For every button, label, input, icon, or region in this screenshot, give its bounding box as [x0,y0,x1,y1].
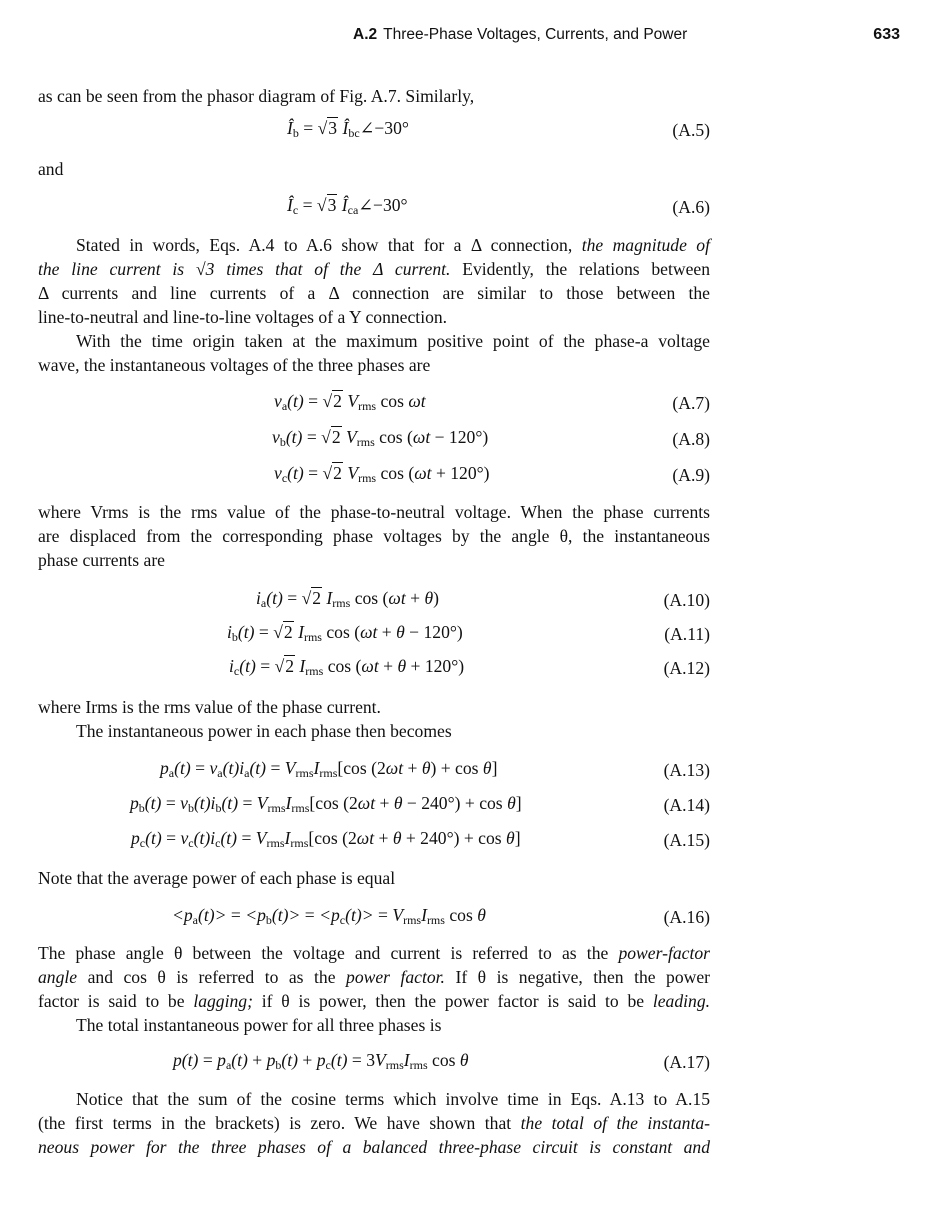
emphasis-text: power-factor [618,943,710,963]
equation-a6: $Î_c = √3$ $Î_{ca}\angle-30^\circ$ [287,195,408,217]
paragraph-line: wave, the instantaneous voltages of the three phases are [38,355,431,375]
emphasis-text: the line current is √3 times that of the Δ current. [38,259,451,279]
equation-a13: $p_a(t) = v_a(t)i_a(t) = V_{rms}I_{rms}[\cos$ (2ωt + θ) + cos θ] [160,758,498,780]
equation-a15: $p_c(t) = v_c(t)i_c(t) = V_{rms}I_{rms}[\cos$ (2ωt + θ + 240°) + cos θ] [131,828,521,850]
paragraph-line: Note that the average power of each phase is equal [38,868,396,888]
paragraph-line [38,1111,710,1135]
paragraph-line: With the time origin taken at the maximum positive point of the phase-a voltage [76,331,710,351]
equation-a7: $v_a(t) = √2$ $V_{rms}$ cos ωt [274,391,426,413]
section-heading [353,26,687,44]
page-number: 633 [873,26,900,43]
paragraph-line: The instantaneous power in each phase then becomes [76,721,452,741]
equation-a14: $p_b(t) = v_b(t)i_b(t) = V_{rms}I_{rms}[\cos$ (2ωt + θ − 240°) + cos θ] [130,793,522,815]
paragraph-line: The total instantaneous power for all three phases is [76,1015,442,1035]
equation-tag: (A.9) [672,465,710,485]
equation-tag: (A.17) [663,1052,710,1072]
equation-tag: (A.7) [672,393,710,413]
text-run: Evidently, the relations between [462,259,711,279]
equation-tag: (A.12) [663,658,710,678]
paragraph-line: Notice that the sum of the cosine terms which involve time in Eqs. A.13 to A.15 [76,1089,710,1109]
emphasis-text: lagging; [193,991,253,1011]
text-run: (the first terms in the brackets) is zero. We have shown that [38,1113,512,1133]
equation-a16: $<p_a(t)> = <p_b(t)> = <p_c(t)> = V_{rms}I_{rms}$ cos θ [172,905,486,927]
paragraph-line [38,257,710,281]
equation-tag: (A.15) [663,830,710,850]
emphasis-text: power factor. [346,967,445,987]
equation-a17: $p(t) = p_a(t) + p_b(t) + p_c(t) = 3V_{rms}I_{rms}$ cos θ [173,1050,469,1072]
text-run: if θ is power, then the power factor is said to be [261,991,645,1011]
equation-a8: $v_b(t) = √2$ $V_{rms}$ cos (ωt − 120°) [272,427,489,449]
paragraph-line: are displaced from the corresponding phase voltages by the angle θ, the instantaneous [38,526,710,546]
emphasis-text: leading. [652,991,711,1011]
equation-tag: (A.6) [672,197,710,217]
equation-tag: (A.10) [663,590,710,610]
equation-tag: (A.8) [672,429,710,449]
paragraph-line [76,233,710,257]
equation-tag: (A.13) [663,760,710,780]
emphasis-text: the total of the instanta- [520,1113,710,1133]
equation-a11: $i_b(t) = √2$ $I_{rms}$ cos (ωt + θ − 120°) [227,622,463,644]
paragraph-line: Δ currents and line currents of a Δ connection are similar to those between the [38,283,710,303]
equation-tag: (A.11) [664,624,710,644]
paragraph-line: as can be seen from the phasor diagram of Fig. A.7. Similarly, [38,86,475,106]
text-run: and cos θ is referred to as the [87,967,336,987]
equation-a9: $v_c(t) = √2$ $V_{rms}$ cos (ωt + 120°) [274,463,490,485]
paragraph-line: line-to-neutral and line-to-line voltages of a Y connection. [38,307,448,327]
section-number: A.2 [353,26,378,43]
equation-a10: $i_a(t) = √2$ $I_{rms}$ cos (ωt + θ) [256,588,439,610]
equation-tag: (A.14) [663,795,710,815]
equation-a5: $Î_b = √3$ $Î_{bc}\angle-30^\circ$ [287,118,409,140]
paragraph-line [38,965,710,989]
text-run: Stated in words, Eqs. A.4 to A.6 show that for a Δ connection, [76,235,573,255]
text-run: If θ is negative, then the power [455,967,711,987]
section-title: Three-Phase Voltages, Currents, and Power [383,26,688,43]
equation-tag: (A.5) [672,120,710,140]
paragraph-line [38,941,710,965]
paragraph-line: where Irms is the rms value of the phase current. [38,697,381,717]
paragraph-line: where Vrms is the rms value of the phase-to-neutral voltage. When the phase currents [38,502,710,522]
equation-a12: $i_c(t) = √2$ $I_{rms}$ cos (ωt + θ + 120°) [229,656,465,678]
emphasis-text: neous power for the three phases of a balanced three-phase circuit is constant and [38,1137,710,1157]
paragraph-line [38,1135,710,1159]
emphasis-text: the magnitude of [581,235,710,255]
equation-tag: (A.16) [663,907,710,927]
paragraph-line [38,989,710,1013]
paragraph-line: and [38,159,64,179]
emphasis-text: angle [38,967,78,987]
text-run: factor is said to be [38,991,185,1011]
running-header [0,26,936,48]
text-run: The phase angle θ between the voltage and current is referred to as the [38,943,609,963]
paragraph-line: phase currents are [38,550,165,570]
